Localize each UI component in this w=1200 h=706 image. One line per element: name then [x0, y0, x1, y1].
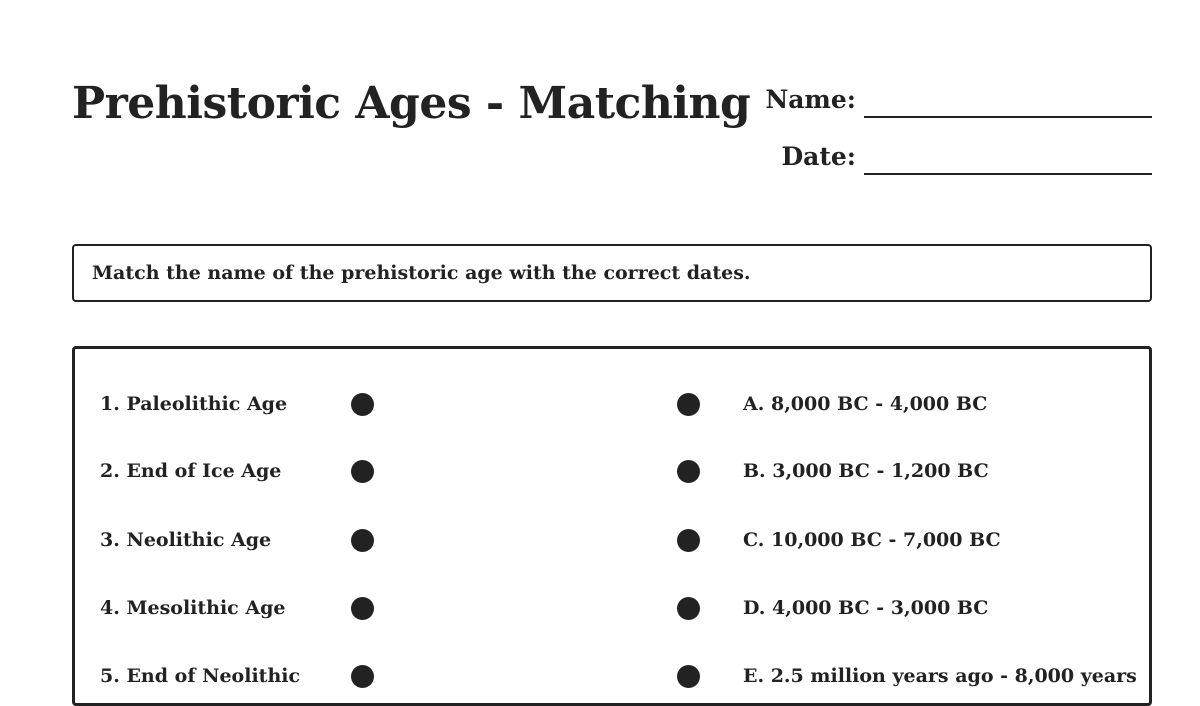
matching-row — [75, 454, 1149, 488]
matching-row — [75, 591, 1149, 625]
left-item: 1. Paleolithic Age — [100, 393, 288, 415]
left-match-dot[interactable] — [351, 597, 374, 620]
left-match-dot[interactable] — [351, 460, 374, 483]
right-item: E. 2.5 million years ago - 8,000 years — [743, 665, 1137, 687]
right-item: D. 4,000 BC - 3,000 BC — [743, 597, 989, 619]
matching-row — [75, 387, 1149, 421]
right-match-dot[interactable] — [677, 460, 700, 483]
left-item: 3. Neolithic Age — [100, 529, 272, 551]
right-item: A. 8,000 BC - 4,000 BC — [743, 393, 988, 415]
instructions-box — [72, 244, 1152, 302]
matching-row — [75, 523, 1149, 557]
right-match-dot[interactable] — [677, 529, 700, 552]
name-input-line[interactable] — [864, 116, 1152, 118]
matching-area — [72, 346, 1152, 706]
name-label: Name: — [765, 85, 856, 114]
left-match-dot[interactable] — [351, 393, 374, 416]
date-label: Date: — [781, 142, 856, 171]
left-item: 4. Mesolithic Age — [100, 597, 286, 619]
left-item: 5. End of Neolithic — [100, 665, 301, 687]
left-match-dot[interactable] — [351, 529, 374, 552]
right-match-dot[interactable] — [677, 665, 700, 688]
right-item: C. 10,000 BC - 7,000 BC — [743, 529, 1001, 551]
right-item: B. 3,000 BC - 1,200 BC — [743, 460, 989, 482]
name-field[interactable] — [740, 78, 1152, 118]
left-item: 2. End of Ice Age — [100, 460, 282, 482]
instructions-text: Match the name of the prehistoric age with the correct dates. — [92, 262, 751, 284]
matching-row — [75, 659, 1149, 693]
page-title: Prehistoric Ages - Matching — [72, 78, 751, 129]
right-match-dot[interactable] — [677, 597, 700, 620]
date-field[interactable] — [740, 135, 1152, 175]
left-match-dot[interactable] — [351, 665, 374, 688]
right-match-dot[interactable] — [677, 393, 700, 416]
date-input-line[interactable] — [864, 173, 1152, 175]
